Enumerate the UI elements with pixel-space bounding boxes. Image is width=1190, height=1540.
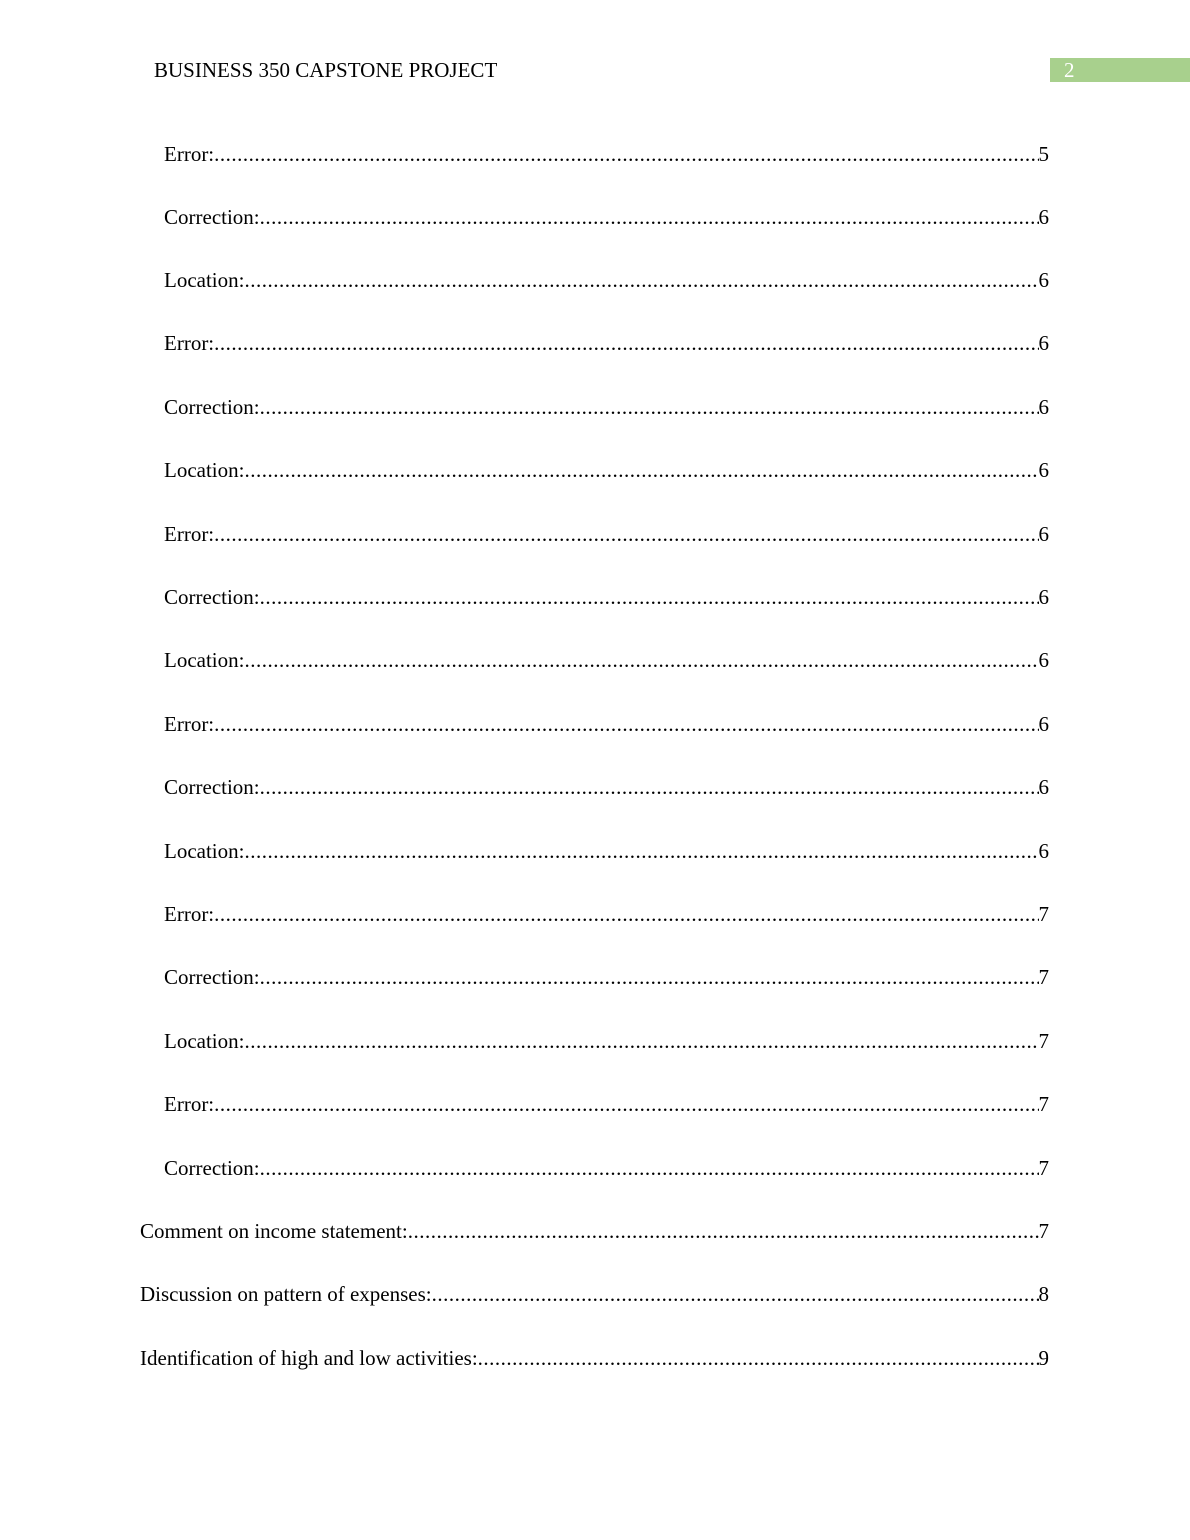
toc-entry-label: Correction: bbox=[164, 775, 260, 799]
toc-entry-page: 6 bbox=[1038, 839, 1049, 863]
toc-entry-page: 6 bbox=[1038, 712, 1049, 736]
page-number: 2 bbox=[1064, 58, 1075, 82]
toc-dot-leader bbox=[244, 265, 1038, 295]
toc-entry-page: 6 bbox=[1038, 205, 1049, 229]
toc-dot-leader bbox=[260, 772, 1039, 802]
toc-entry[interactable] bbox=[164, 139, 1049, 169]
toc-entry-page: 7 bbox=[1038, 965, 1049, 989]
toc-dot-leader bbox=[214, 328, 1038, 358]
toc-entry-page: 6 bbox=[1038, 395, 1049, 419]
toc-entry-page: 7 bbox=[1038, 1092, 1049, 1116]
toc-entry[interactable] bbox=[164, 392, 1049, 422]
toc-entry[interactable] bbox=[164, 836, 1049, 866]
toc-entry-label: Location: bbox=[164, 648, 245, 672]
toc-dot-leader bbox=[244, 836, 1038, 866]
toc-entry[interactable] bbox=[140, 1216, 1049, 1246]
toc-entry-label: Error: bbox=[164, 331, 215, 355]
toc-entry-page: 6 bbox=[1038, 458, 1049, 482]
toc-entry[interactable] bbox=[164, 265, 1049, 295]
toc-dot-leader bbox=[214, 899, 1038, 929]
toc-entry-page: 9 bbox=[1038, 1346, 1049, 1370]
toc-dot-leader bbox=[432, 1279, 1039, 1309]
toc-dot-leader bbox=[478, 1343, 1039, 1373]
toc-entry[interactable] bbox=[164, 582, 1049, 612]
toc-dot-leader bbox=[260, 582, 1039, 612]
toc-entry-label: Correction: bbox=[164, 395, 260, 419]
toc-entry[interactable] bbox=[164, 1026, 1049, 1056]
toc-entry-page: 7 bbox=[1038, 902, 1049, 926]
toc-entry[interactable] bbox=[164, 962, 1049, 992]
toc-entry[interactable] bbox=[164, 455, 1049, 485]
toc-entry-label: Correction: bbox=[164, 585, 260, 609]
toc-entry[interactable] bbox=[164, 328, 1049, 358]
toc-entry-label: Location: bbox=[164, 458, 245, 482]
toc-entry-label: Error: bbox=[164, 142, 215, 166]
toc-entry-page: 7 bbox=[1038, 1029, 1049, 1053]
toc-entry-page: 7 bbox=[1038, 1156, 1049, 1180]
toc-dot-leader bbox=[260, 962, 1039, 992]
toc-entry-label: Correction: bbox=[164, 965, 260, 989]
toc-entry-label: Identification of high and low activities: bbox=[140, 1346, 478, 1370]
toc-entry-label: Error: bbox=[164, 522, 215, 546]
toc-entry-label: Correction: bbox=[164, 205, 260, 229]
toc-dot-leader bbox=[260, 202, 1039, 232]
toc-dot-leader bbox=[214, 1089, 1038, 1119]
toc-entry-page: 6 bbox=[1038, 331, 1049, 355]
toc-entry-page: 8 bbox=[1038, 1282, 1049, 1306]
toc-entry-label: Error: bbox=[164, 902, 215, 926]
toc-entry[interactable] bbox=[164, 202, 1049, 232]
toc-dot-leader bbox=[214, 709, 1038, 739]
toc-entry-label: Discussion on pattern of expenses: bbox=[140, 1282, 432, 1306]
toc-entry-label: Location: bbox=[164, 1029, 245, 1053]
toc-entry[interactable] bbox=[164, 709, 1049, 739]
document-header-title: BUSINESS 350 CAPSTONE PROJECT bbox=[154, 58, 498, 82]
toc-dot-leader bbox=[260, 392, 1039, 422]
toc-dot-leader bbox=[214, 519, 1038, 549]
toc-entry-page: 6 bbox=[1038, 648, 1049, 672]
toc-entry-label: Error: bbox=[164, 712, 215, 736]
toc-dot-leader bbox=[214, 139, 1038, 169]
toc-entry-label: Location: bbox=[164, 839, 245, 863]
toc-entry-label: Comment on income statement: bbox=[140, 1219, 408, 1243]
toc-entry-label: Correction: bbox=[164, 1156, 260, 1180]
toc-dot-leader bbox=[244, 1026, 1038, 1056]
toc-entry-label: Error: bbox=[164, 1092, 215, 1116]
toc-dot-leader bbox=[244, 645, 1038, 675]
toc-entry[interactable] bbox=[164, 772, 1049, 802]
toc-entry[interactable] bbox=[164, 899, 1049, 929]
toc-entry-page: 7 bbox=[1038, 1219, 1049, 1243]
toc-entry[interactable] bbox=[164, 645, 1049, 675]
toc-entry-page: 6 bbox=[1038, 268, 1049, 292]
toc-dot-leader bbox=[408, 1216, 1039, 1246]
toc-entry[interactable] bbox=[164, 1089, 1049, 1119]
toc-entry-page: 6 bbox=[1038, 775, 1049, 799]
toc-entry-page: 5 bbox=[1038, 142, 1049, 166]
toc-entry-page: 6 bbox=[1038, 585, 1049, 609]
toc-entry-page: 6 bbox=[1038, 522, 1049, 546]
toc-entry[interactable] bbox=[164, 1153, 1049, 1183]
toc-dot-leader bbox=[260, 1153, 1039, 1183]
toc-dot-leader bbox=[244, 455, 1038, 485]
toc-entry[interactable] bbox=[140, 1343, 1049, 1373]
toc-entry[interactable] bbox=[140, 1279, 1049, 1309]
toc-entry[interactable] bbox=[164, 519, 1049, 549]
toc-entry-label: Location: bbox=[164, 268, 245, 292]
